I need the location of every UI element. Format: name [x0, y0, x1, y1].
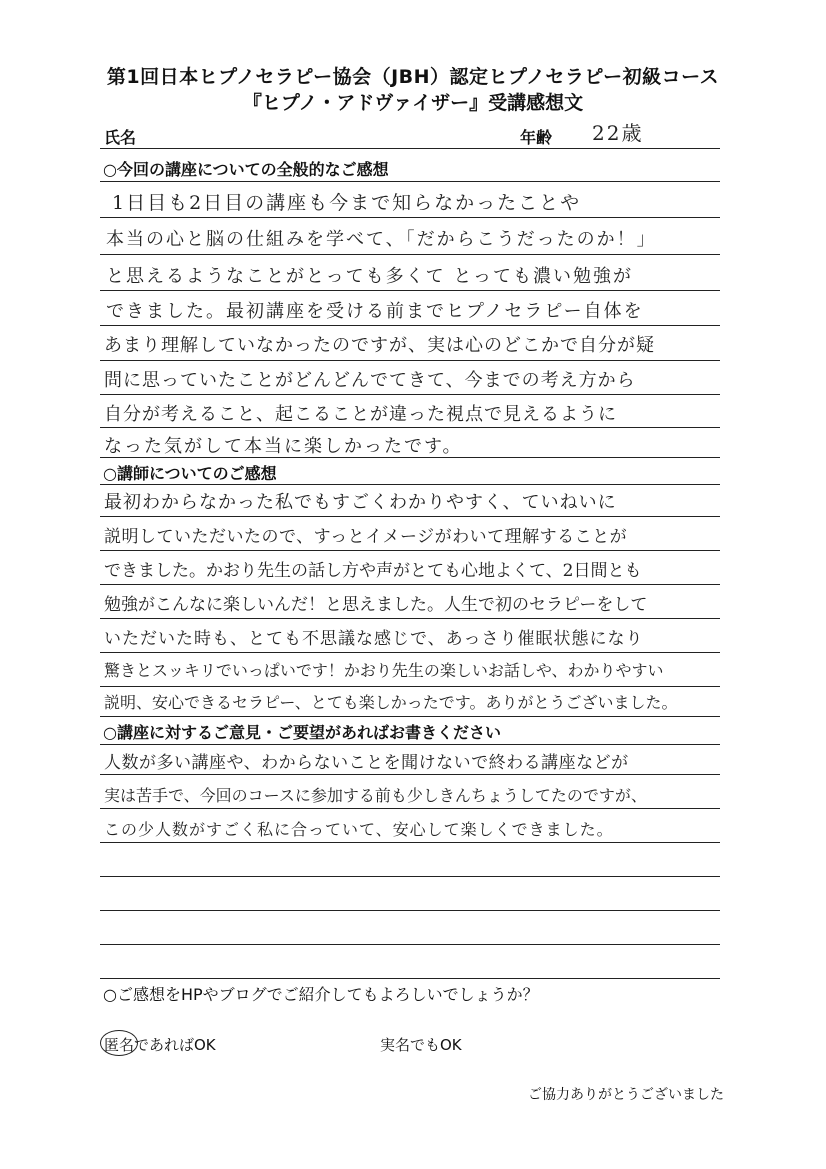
- age-value: 22歳: [592, 121, 644, 145]
- rule: [100, 290, 720, 291]
- rule: [100, 394, 720, 395]
- option-anonymous[interactable]: 匿名であればOK: [104, 1036, 216, 1054]
- instructor-line-1: 最初わからなかった私でもすごくわかりやすく、ていねいに: [104, 492, 617, 513]
- age-label: 年齢: [520, 128, 553, 147]
- instructor-line-6: 驚きとスッキリでいっぱいです！かおり先生の楽しいお話しや、わかりやすい: [104, 661, 664, 680]
- rule: [100, 325, 720, 326]
- rule: [100, 808, 720, 809]
- general-line-8: なった気がして本当に楽しかったです。: [104, 436, 463, 457]
- instructor-line-2: 説明していただいたので、すっとイメージがわいて理解することが: [104, 527, 628, 547]
- rule: [100, 550, 720, 551]
- rule: [100, 584, 720, 585]
- instructor-line-3: できました。かおり先生の話し方や声がとても心地よくて、2日間とも: [104, 561, 642, 581]
- requests-line-3: この少人数がすごく私に合っていて、安心して楽しくできました。: [104, 820, 614, 839]
- instructor-line-5: いただいた時も、とても不思議な感じで、あっさり催眠状態になり: [104, 629, 644, 649]
- rule: [100, 876, 720, 877]
- general-line-6: 問に思っていたことがどんどんでてきて、今までの考え方から: [104, 370, 636, 391]
- rule: [100, 910, 720, 911]
- rule: [100, 457, 720, 458]
- requests-section-heading: ○講座に対するご意見・ご要望があればお書きください: [103, 723, 501, 742]
- rule: [100, 978, 720, 979]
- rule: [100, 944, 720, 945]
- general-line-7: 自分が考えること、起こることが違った視点で見えるように: [104, 404, 617, 425]
- rule: [100, 360, 720, 361]
- rule: [100, 744, 720, 745]
- rule: [100, 842, 720, 843]
- header-rule: [100, 148, 720, 149]
- general-line-4: できました。最初講座を受ける前までヒプノセラピー自体を: [106, 301, 644, 322]
- form-title: 第1回日本ヒプノセラピー協会（JBH）認定ヒプノセラピー初級コース: [106, 66, 720, 88]
- requests-line-1: 人数が多い講座や、わからないことを聞けないで終わる講座などが: [104, 753, 629, 773]
- general-line-3: と思えるようなことがとっても多くて とっても濃い勉強が: [106, 266, 633, 287]
- general-line-1: 1日目も2日目の講座も今まで知らなかったことや: [112, 192, 582, 214]
- rule: [100, 774, 720, 775]
- option-real-name[interactable]: 実名でもOK: [380, 1036, 462, 1054]
- rule: [100, 181, 720, 182]
- general-line-5: あまり理解していなかったのですが、実は心のどこかで自分が疑: [104, 335, 655, 356]
- requests-line-2: 実は苦手で、今回のコースに参加する前も少しきんちょうしてたのですが、: [104, 786, 647, 805]
- general-section-heading: ○今回の講座についての全般的なご感想: [103, 160, 389, 179]
- rule: [100, 254, 720, 255]
- instructor-line-7: 説明、安心できるセラピー、とても楽しかったです。ありがとうございました。: [104, 693, 678, 712]
- form-subtitle: 『ヒプノ・アドヴァイザー』受講感想文: [242, 92, 584, 114]
- rule: [100, 686, 720, 687]
- name-label: 氏名: [104, 128, 137, 147]
- publish-section-heading: ○ご感想をHPやブログでご紹介してもよろしいでしょうか？: [103, 985, 539, 1004]
- rule: [100, 217, 720, 218]
- instructor-line-4: 勉強がこんなに楽しいんだ！と思えました。人生で初のセラピーをして: [104, 595, 648, 615]
- general-line-2: 本当の心と脳の仕組みを学べて、「だからこうだったのか！」: [106, 229, 657, 250]
- instructor-section-heading: ○講師についてのご感想: [103, 464, 277, 483]
- rule: [100, 716, 720, 717]
- rule: [100, 484, 720, 485]
- rule: [100, 427, 720, 428]
- rule: [100, 618, 720, 619]
- rule: [100, 652, 720, 653]
- thanks-note: ご協力ありがとうございました: [528, 1087, 724, 1103]
- rule: [100, 516, 720, 517]
